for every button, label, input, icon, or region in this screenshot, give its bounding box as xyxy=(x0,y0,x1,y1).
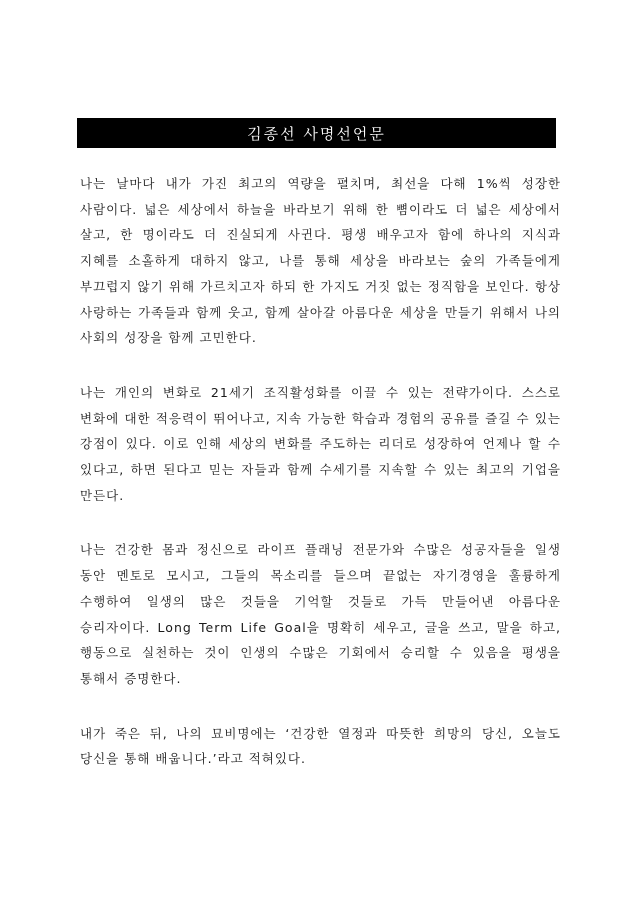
paragraph-health: 나는 건강한 몸과 정신으로 라이프 플래닝 전문가와 수많은 성공자들을 일생 동안 멘토로 모시고, 그들의 목소리를 들으며 끝없는 자기경영을 훌륭하게 수행하여 일생의 많은 것들을 기억할 것들로 가득 만들어낸 아름다운 승리자이다. Long Term Life Goal을 명확히 세우고, 글을 쓰고, 말을 하고, 행동으로 실천하는 것이 인생의 수많은 기회에서 승리할 수 있음을 평생을 통해서 증명한다. xyxy=(80,542,561,686)
document-body xyxy=(80,171,561,801)
paragraph-epitaph: 내가 죽은 뒤, 나의 묘비명에는 ‘건강한 열정과 따뜻한 희망의 당신, 오늘도 당신을 통해 배웁니다.’라고 적혀있다. xyxy=(80,725,561,767)
document-title: 김종선 사명선언문 xyxy=(247,124,386,143)
title-banner xyxy=(77,118,556,148)
paragraph-strategist: 나는 개인의 변화로 21세기 조직활성화를 이끌 수 있는 전략가이다. 스스로 변화에 대한 적응력이 뛰어나고, 지속 가능한 학습과 경험의 공유를 즐길 수 있는 강점이 있다. 이로 인해 세상의 변화를 주도하는 리더로 성장하여 언제나 할 수 있다고, 하면 된다고 믿는 자들과 함께 수세기를 지속할 수 있는 최고의 기업을 만든다. xyxy=(80,384,561,503)
paragraph-growth: 나는 날마다 내가 가진 최고의 역량을 펼치며, 최선을 다해 1%씩 성장한 사람이다. 넓은 세상에서 하늘을 바라보기 위해 한 뼘이라도 더 넓은 세상에서 살고, 한 명이라도 더 진실되게 사귄다. 평생 배우고자 함에 하나의 지식과 지혜를 소홀하게 대하지 않고, 나를 통해 세상을 바라보는 숲의 가족들에게 부끄럽지 않기 위해 가르치고자 하되 한 가지도 거짓 없는 정직함을 보인다. 항상 사랑하는 가족들과 함께 웃고, 함께 살아갈 아름다운 세상을 만들기 위해서 나의 사회의 성장을 함께 고민한다. xyxy=(80,176,561,346)
